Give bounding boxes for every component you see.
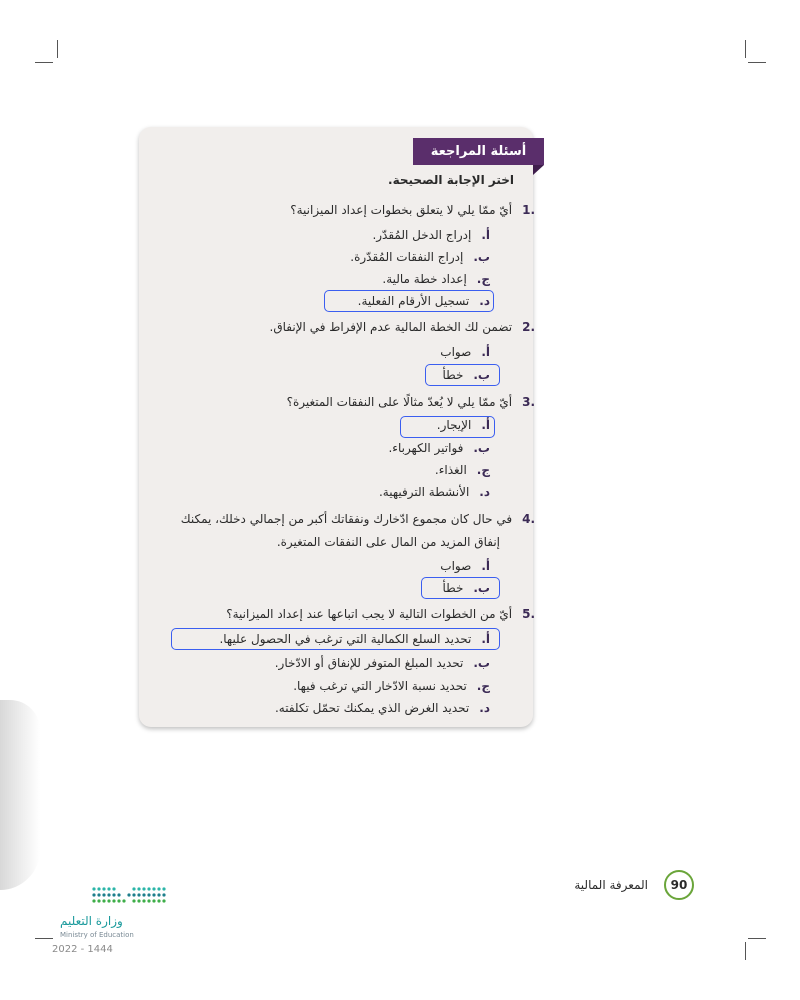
option[interactable]: ب.تحديد المبلغ المتوفر للإنفاق أو الادّخار.	[274, 656, 490, 670]
option[interactable]: د.تحديد الغرض الذي يمكنك تحمّل تكلفته.	[274, 701, 490, 715]
crop-mark	[745, 942, 746, 960]
question-5	[226, 607, 535, 621]
answer-highlight	[324, 290, 494, 312]
option[interactable]: د.تسجيل الأرقام الفعلية.	[357, 294, 490, 308]
question-4-line2: إنفاق المزيد من المال على النفقات المتغيرة.	[276, 535, 500, 549]
option[interactable]: ب.خطأ	[442, 581, 490, 595]
option[interactable]: ج.إعداد خطة مالية.	[382, 272, 490, 286]
option[interactable]: أ.تحديد السلع الكمالية التي ترغب في الحصول عليها.	[219, 632, 490, 646]
crop-mark	[748, 62, 766, 63]
question-number: .2	[522, 320, 535, 334]
page-number: 90	[664, 870, 694, 900]
option[interactable]: أ.صواب	[440, 345, 490, 359]
question-number: .3	[522, 395, 535, 409]
option[interactable]: ب.خطأ	[442, 368, 490, 382]
answer-highlight	[425, 364, 500, 386]
question-number: .1	[522, 203, 535, 217]
question-text: أيّ ممّا يلي لا يتعلق بخطوات إعداد الميزانية؟	[290, 203, 513, 217]
question-text: في حال كان مجموع ادّخارك ونفقاتك أكبر من إجمالي دخلك، يمكنك	[180, 512, 513, 526]
crop-mark	[745, 40, 746, 58]
option[interactable]: أ.إدراج الدخل المُقدّر.	[372, 228, 490, 242]
option[interactable]: ب.فواتير الكهرباء.	[388, 441, 490, 455]
section-title: أسئلة المراجعة	[413, 138, 544, 165]
answer-highlight	[400, 416, 495, 438]
option[interactable]: د.الأنشطة الترفيهية.	[378, 485, 490, 499]
answer-highlight	[421, 577, 500, 599]
option[interactable]: ج.الغذاء.	[434, 463, 490, 477]
question-text: أيّ ممّا يلي لا يُعدّ مثالًا على النفقات المتغيرة؟	[286, 395, 513, 409]
option[interactable]: ج.تحديد نسبة الادّخار التي ترغب فيها.	[293, 679, 490, 693]
question-1	[290, 203, 535, 217]
crop-mark	[35, 62, 53, 63]
question-4	[181, 512, 535, 526]
question-3	[287, 395, 535, 409]
crop-mark	[748, 938, 766, 939]
edition-year: 2022 - 1444	[52, 944, 113, 955]
question-text: أيّ من الخطوات التالية لا يجب اتباعها عند إعداد الميزانية؟	[226, 607, 513, 621]
crop-mark	[35, 938, 53, 939]
option[interactable]: أ.صواب	[440, 559, 490, 573]
question-2	[270, 320, 535, 334]
person-photo	[0, 700, 40, 890]
option[interactable]: أ.الإيجار.	[436, 418, 490, 432]
crop-mark	[57, 40, 58, 58]
ministry-logo-icon	[90, 886, 170, 906]
option[interactable]: ب.إدراج النفقات المُقدّرة.	[350, 250, 490, 264]
ministry-name-ar: وزارة التعليم	[60, 914, 123, 928]
book-title: المعرفة المالية	[574, 878, 648, 892]
question-text: تضمن لك الخطة المالية عدم الإفراط في الإنفاق.	[269, 320, 513, 334]
question-number: .4	[522, 512, 535, 526]
instruction: اختر الإجابة الصحيحة.	[388, 173, 514, 187]
answer-highlight	[171, 628, 500, 650]
question-number: .5	[522, 607, 535, 621]
ministry-name-en: Ministry of Education	[60, 931, 134, 939]
